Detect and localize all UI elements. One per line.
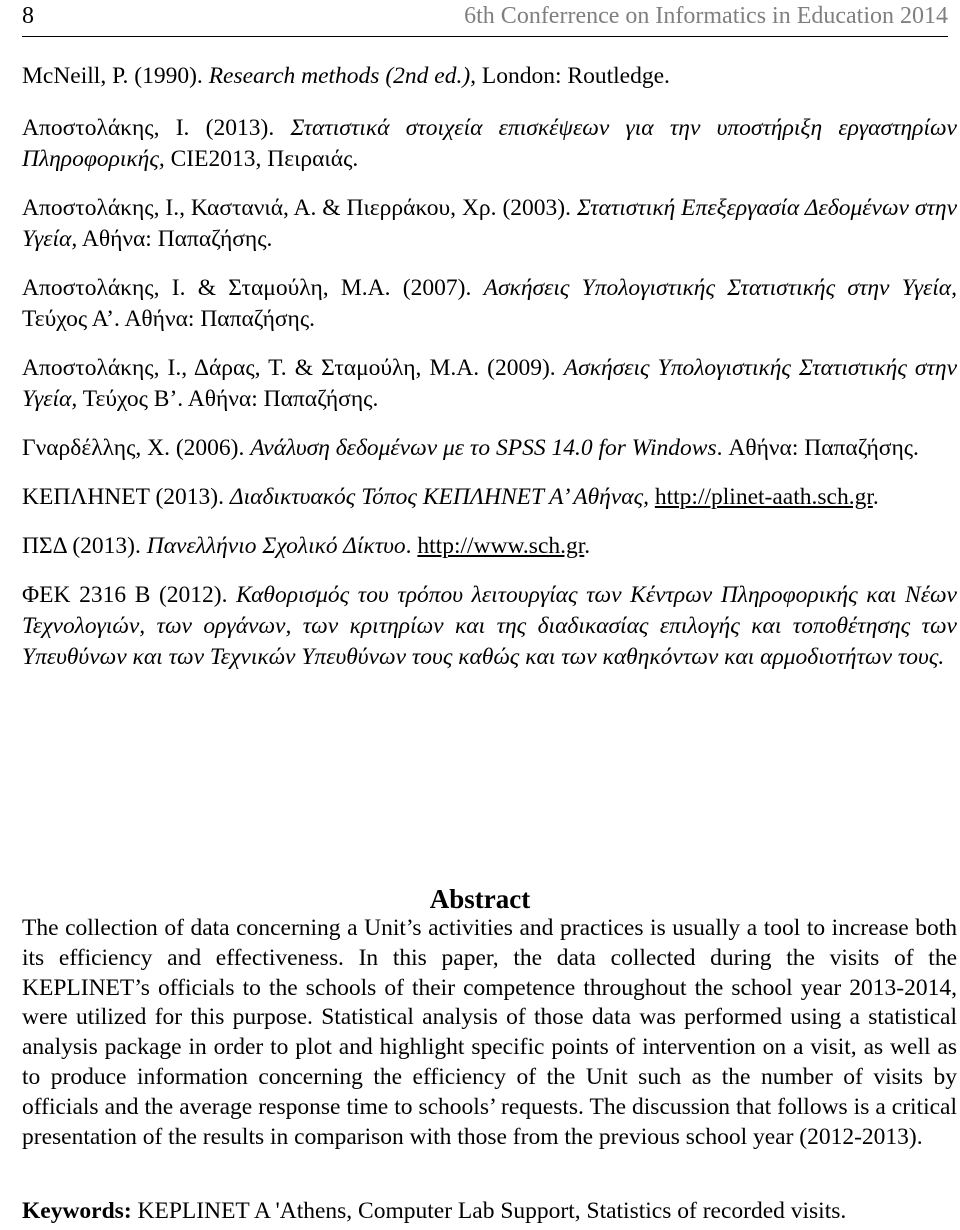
reference-item	[22, 61, 957, 92]
conference-title: 6th Conferrence on Informatics in Education 2014	[464, 3, 948, 29]
reference-authors: Αποστολάκης, Ι., Δάρας, Τ. & Σταμούλη, Μ.Α. (2009).	[22, 355, 564, 381]
reference-authors: Γναρδέλλης, Χ. (2006).	[22, 435, 251, 461]
reference-item	[22, 482, 957, 513]
reference-item	[22, 273, 957, 335]
keywords	[22, 1196, 957, 1226]
reference-title: Διαδικτυακός Τόπος ΚΕΠΛΗΝΕΤ Α’ Αθήνας,	[229, 484, 649, 510]
reference-title: Πανελλήνιο Σχολικό Δίκτυο	[146, 533, 406, 559]
reference-authors: ΦΕΚ 2316 Β (2012).	[22, 582, 237, 608]
running-header	[22, 0, 948, 37]
reference-authors: McNeill, P. (1990).	[22, 63, 209, 89]
abstract-heading: Abstract	[429, 884, 531, 914]
reference-title: Research methods (2nd ed.),	[208, 63, 477, 89]
reference-title: Ανάλυση δεδομένων με το SPSS 14.0 for Windows	[250, 435, 717, 461]
reference-publisher: Τεύχος Α’. Αθήνα: Παπαζήσης.	[22, 306, 316, 332]
reference-publisher: . Αθήνα: Παπαζήσης.	[716, 435, 919, 461]
reference-publisher: Τεύχος Β’. Αθήνα: Παπαζήσης.	[77, 386, 379, 412]
keywords-label: Keywords:	[22, 1198, 132, 1224]
reference-punct: .	[872, 484, 879, 510]
abstract-body: The collection of data concerning a Unit’s activities and practices is usually a tool to increase both its efficiency and effectiveness. In this paper, the data collected during the visits of the KEPLINET’s officials to the schools of their competence throughout the school year 2013-2014, were utilized for this purpose. Statistical analysis of those data was performed using a statistical analysis package in order to plot and highlight specific points of intervention on a visit, as well as to produce information concerning the efficiency of the Unit such as the number of visits by officials and the average response time to schools’ requests. The discussion that follows is a critical presentation of the results in comparison with those from the previous school year (2012-2013).	[22, 915, 957, 1150]
reference-authors: ΚΕΠΛΗΝΕΤ (2013).	[22, 484, 230, 510]
reference-item	[22, 433, 957, 464]
reference-authors: Αποστολάκης, Ι. & Σταμούλη, Μ.Α. (2007).	[22, 275, 484, 301]
reference-title: Καθορισμός του τρόπου λειτουργίας των Κέντρων Πληροφορικής και Νέων Τεχνολογιών, των οργάνων, των κριτηρίων και της διαδικασίας επιλογής και τοποθέτησης των Υπευθύνων και των Τεχνικών Υπευθύνων τους καθώς και των καθηκόντων και αρμοδιοτήτων τους.	[22, 582, 957, 670]
reference-list	[22, 61, 957, 691]
reference-item	[22, 531, 957, 562]
reference-link[interactable]: http://plinet-aath.sch.gr	[654, 484, 873, 510]
reference-item	[22, 193, 957, 255]
reference-authors: Αποστολάκης, Ι. (2013).	[22, 115, 291, 141]
reference-punct: .	[584, 533, 591, 559]
reference-title: Ασκήσεις Υπολογιστικής Στατιστικής στην Υγεία,	[22, 355, 958, 412]
reference-publisher: London: Routledge.	[476, 63, 670, 89]
reference-item	[22, 353, 957, 415]
reference-title: Ασκήσεις Υπολογιστικής Στατιστικής στην Υγεία,	[483, 275, 957, 301]
reference-link[interactable]: http://www.sch.gr	[417, 533, 585, 559]
reference-authors: Αποστολάκης, Ι., Καστανιά, Α. & Πιερράκου, Χρ. (2003).	[22, 195, 577, 221]
page-number: 8	[22, 3, 34, 29]
reference-publisher: Αθήνα: Παπαζήσης.	[77, 226, 273, 252]
reference-item	[22, 113, 957, 175]
keywords-text: KEPLINET A 'Athens, Computer Lab Support, Statistics of recorded visits.	[131, 1198, 847, 1224]
reference-authors: ΠΣΔ (2013).	[22, 533, 147, 559]
reference-item	[22, 580, 957, 673]
reference-publisher: CIE2013, Πειραιάς.	[164, 146, 359, 172]
reference-punct: .	[405, 533, 418, 559]
reference-title: Στατιστική Επεξεργασία Δεδομένων στην Υγεία,	[22, 195, 957, 252]
reference-title: Στατιστικά στοιχεία επισκέψεων για την υποστήριξη εργαστηρίων Πληροφορικής,	[22, 115, 957, 172]
